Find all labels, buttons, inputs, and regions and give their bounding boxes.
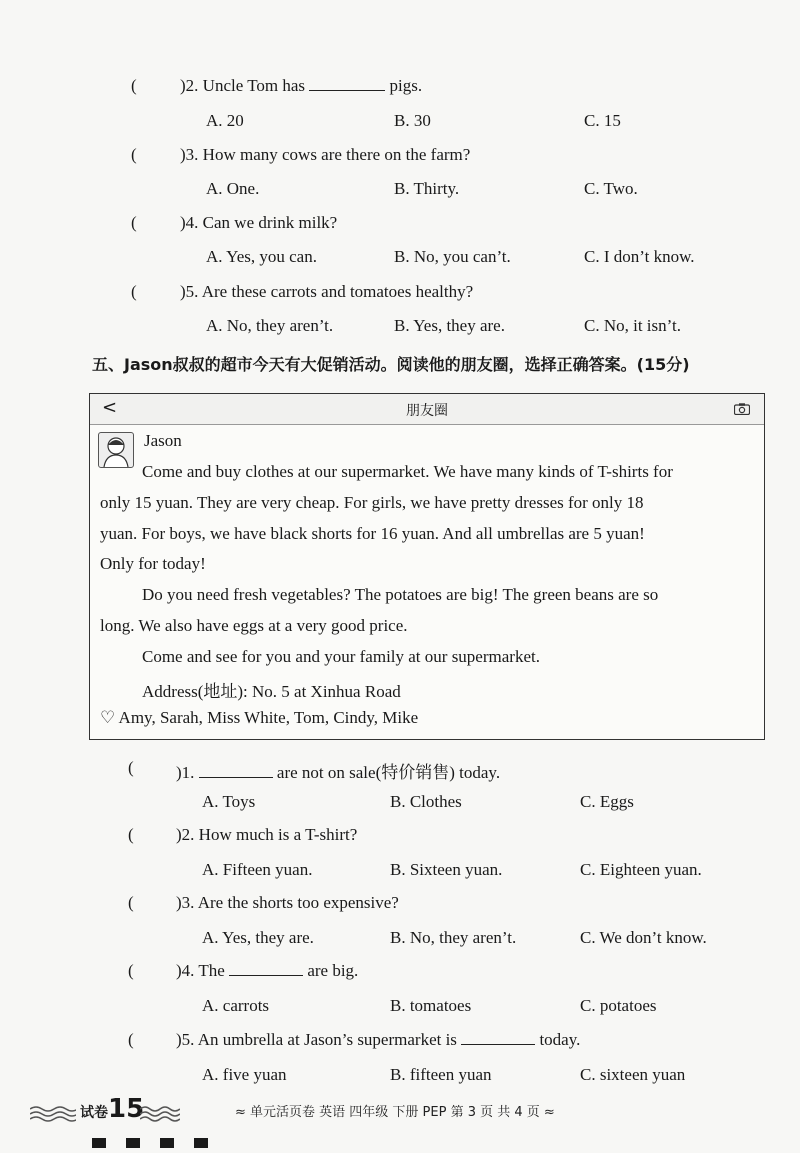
option-c: C. potatoes bbox=[580, 996, 657, 1015]
answer-blank bbox=[229, 961, 303, 976]
question-b5: )5. An umbrella at Jason’s supermarket is today. bbox=[176, 1030, 581, 1049]
post-line: Do you need fresh vegetables? The potatoes are big! The green beans are so bbox=[142, 585, 659, 604]
avatar bbox=[98, 432, 134, 468]
question-b4: )4. The are big. bbox=[176, 961, 359, 980]
question-b2: )2. How much is a T-shirt? bbox=[176, 825, 358, 844]
moments-title: 朋友圈 bbox=[406, 403, 448, 419]
option-a: A. One. bbox=[206, 179, 260, 198]
option-b: B. 30 bbox=[394, 111, 431, 130]
section-five-title: 五、Jason叔叔的超市今天有大促销活动。阅读他的朋友圈，选择正确答案。(15分) bbox=[92, 355, 690, 374]
option-a: A. Yes, you can. bbox=[206, 247, 317, 266]
post-line: Only for today! bbox=[100, 554, 206, 573]
moments-header bbox=[90, 394, 764, 425]
option-b: B. Thirty. bbox=[394, 179, 460, 198]
question-a4: )4. Can we drink milk? bbox=[180, 213, 338, 232]
option-a: A. Fifteen yuan. bbox=[202, 860, 313, 879]
question-a3: )3. How many cows are there on the farm? bbox=[180, 145, 471, 164]
post-author: Jason bbox=[144, 431, 182, 450]
option-a: A. Yes, they are. bbox=[202, 928, 314, 947]
option-c: C. We don’t know. bbox=[580, 928, 707, 947]
option-b: B. Yes, they are. bbox=[394, 316, 505, 335]
answer-paren: ( bbox=[131, 145, 137, 164]
answer-paren: ( bbox=[128, 961, 134, 980]
question-a2: )2. Uncle Tom has pigs. bbox=[180, 76, 423, 95]
post-line: yuan. For boys, we have black shorts for 16 yuan. And all umbrellas are 5 yuan! bbox=[100, 524, 645, 543]
option-a: A. carrots bbox=[202, 996, 270, 1015]
post-line: only 15 yuan. They are very cheap. For girls, we have pretty dresses for only 18 bbox=[100, 493, 644, 512]
option-b: B. No, they aren’t. bbox=[390, 928, 517, 947]
option-c: C. No, it isn’t. bbox=[584, 316, 681, 335]
wave-decoration-icon bbox=[140, 1104, 180, 1122]
answer-paren: ( bbox=[131, 76, 137, 95]
post-likes: ♡ Amy, Sarah, Miss White, Tom, Cindy, Mike bbox=[100, 708, 419, 727]
question-b3: )3. Are the shorts too expensive? bbox=[176, 893, 399, 912]
post-line: long. We also have eggs at a very good price. bbox=[100, 616, 408, 635]
option-b: B. Clothes bbox=[390, 792, 462, 811]
post-line: Come and see for you and your family at our supermarket. bbox=[142, 647, 540, 666]
post-line: Come and buy clothes at our supermarket. We have many kinds of T-shirts for bbox=[142, 462, 673, 481]
answer-blank bbox=[199, 763, 273, 778]
option-c: C. 15 bbox=[584, 111, 621, 130]
option-c: C. sixteen yuan bbox=[580, 1065, 686, 1084]
option-a: A. Toys bbox=[202, 792, 256, 811]
option-b: B. fifteen yuan bbox=[390, 1065, 492, 1084]
question-b1: )1. are not on sale(特价销售) today. bbox=[176, 763, 501, 782]
option-b: B. No, you can’t. bbox=[394, 247, 511, 266]
option-c: C. Two. bbox=[584, 179, 638, 198]
option-c: C. I don’t know. bbox=[584, 247, 695, 266]
answer-paren: ( bbox=[131, 213, 137, 232]
back-icon[interactable]: < bbox=[102, 397, 118, 418]
footer-info: ≈ 单元活页卷 英语 四年级 下册 PEP 第 3 页 共 4 页 ≈ bbox=[235, 1105, 555, 1120]
option-c: C. Eighteen yuan. bbox=[580, 860, 702, 879]
wave-decoration-icon bbox=[30, 1104, 76, 1122]
answer-paren: ( bbox=[128, 825, 134, 844]
option-a: A. 20 bbox=[206, 111, 244, 130]
answer-paren: ( bbox=[131, 282, 137, 301]
option-b: B. Sixteen yuan. bbox=[390, 860, 503, 879]
answer-paren: ( bbox=[128, 758, 134, 777]
camera-icon[interactable] bbox=[734, 403, 750, 415]
answer-paren: ( bbox=[128, 893, 134, 912]
answer-paren: ( bbox=[128, 1030, 134, 1049]
moments-post bbox=[89, 393, 765, 740]
answer-blank bbox=[309, 76, 385, 91]
option-a: A. No, they aren’t. bbox=[206, 316, 334, 335]
answer-blank bbox=[461, 1030, 535, 1045]
question-a5: )5. Are these carrots and tomatoes healthy? bbox=[180, 282, 474, 301]
post-address: Address(地址): No. 5 at Xinhua Road bbox=[142, 682, 401, 701]
paper-number: 试卷15 bbox=[80, 1094, 145, 1124]
registration-marks bbox=[92, 1135, 228, 1153]
option-b: B. tomatoes bbox=[390, 996, 472, 1015]
option-c: C. Eggs bbox=[580, 792, 634, 811]
option-a: A. five yuan bbox=[202, 1065, 287, 1084]
